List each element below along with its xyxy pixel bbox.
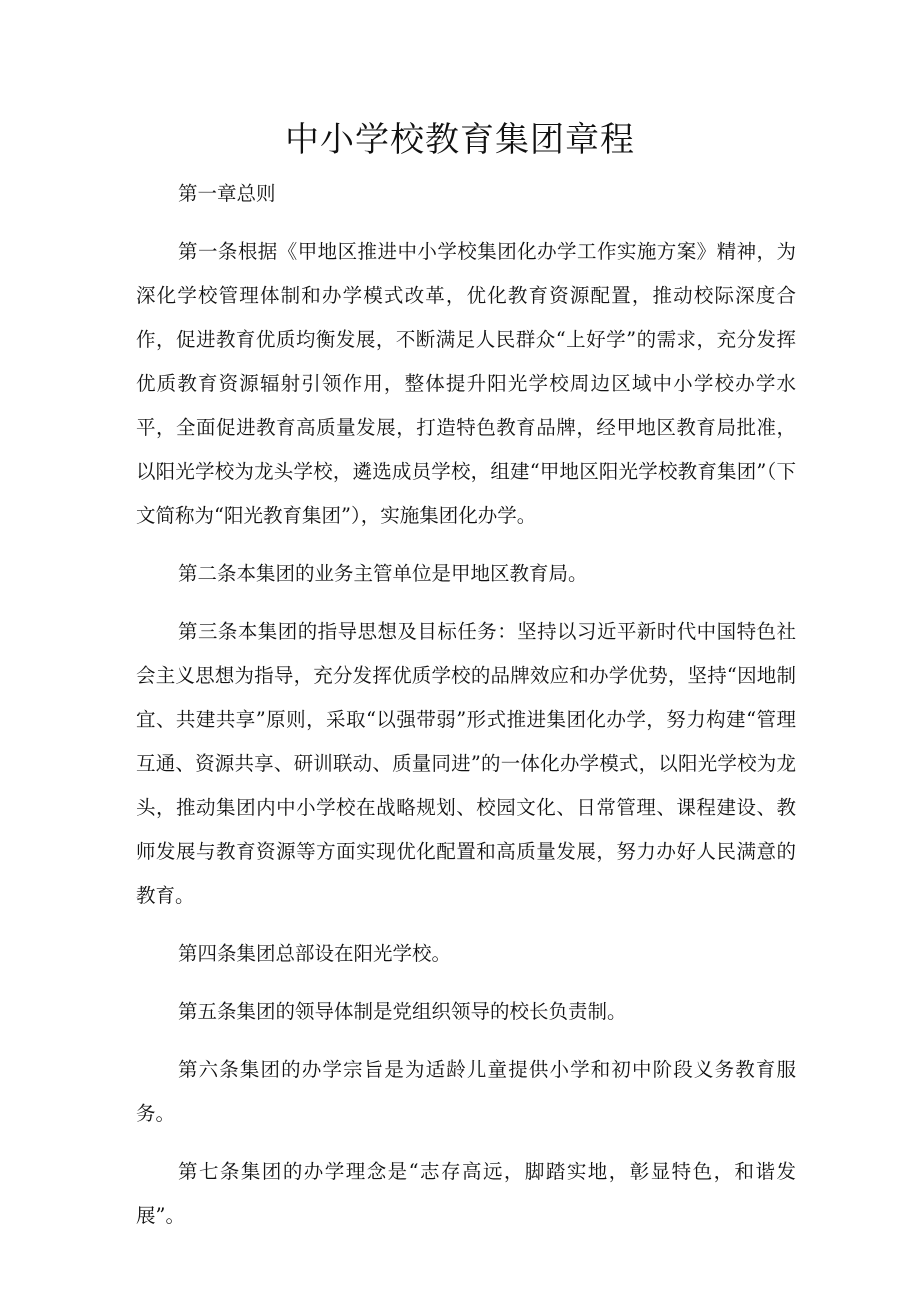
article-1: 第一条根据《甲地区推进中小学校集团化办学工作实施方案》精神，为深化学校管理体制和办学模式改革，优化教育资源配置，推动校际深度合作，促进教育优质均衡发展，不断满足人民群众“上好学”的需求，充分发挥优质教育资源辐射引领作用，整体提升阳光学校周边区域中小学校办学水平，全面促进教育高质量发展，打造特色教育品牌，经甲地区教育局批准，以阳光学校为龙头学校，遴选成员学校，组建“甲地区阳光学校教育集团”（下文简称为“阳光教育集团”），实施集团化办学。 [136,240,796,527]
document-title: 中小学校教育集团章程 [285,120,635,160]
chapter-heading: 第一章总则 [178,182,276,205]
article-7: 第七条集团的办学理念是“志存高远，脚踏实地，彰显特色，和谐发展”。 [136,1160,796,1227]
document-body [136,172,796,1252]
article-4: 第四条集团总部设在阳光学校。 [178,942,452,965]
article-3: 第三条本集团的指导思想及目标任务：坚持以习近平新时代中国特色社会主义思想为指导，充分发挥优质学校的品牌效应和办学优势，坚持“因地制宜、共建共享”原则，采取“以强带弱”形式推进集团化办学，努力构建“管理互通、资源共享、研训联动、质量同进”的一体化办学模式，以阳光学校为龙头，推动集团内中小学校在战略规划、校园文化、日常管理、课程建设、教师发展与教育资源等方面实现优化配置和高质量发展，努力办好人民满意的教育。 [136,620,796,907]
article-2: 第二条本集团的业务主管单位是甲地区教育局。 [178,562,588,585]
article-6: 第六条集团的办学宗旨是为适龄儿童提供小学和初中阶段义务教育服务。 [136,1058,796,1125]
article-5: 第五条集团的领导体制是党组织领导的校长负责制。 [178,1000,627,1023]
